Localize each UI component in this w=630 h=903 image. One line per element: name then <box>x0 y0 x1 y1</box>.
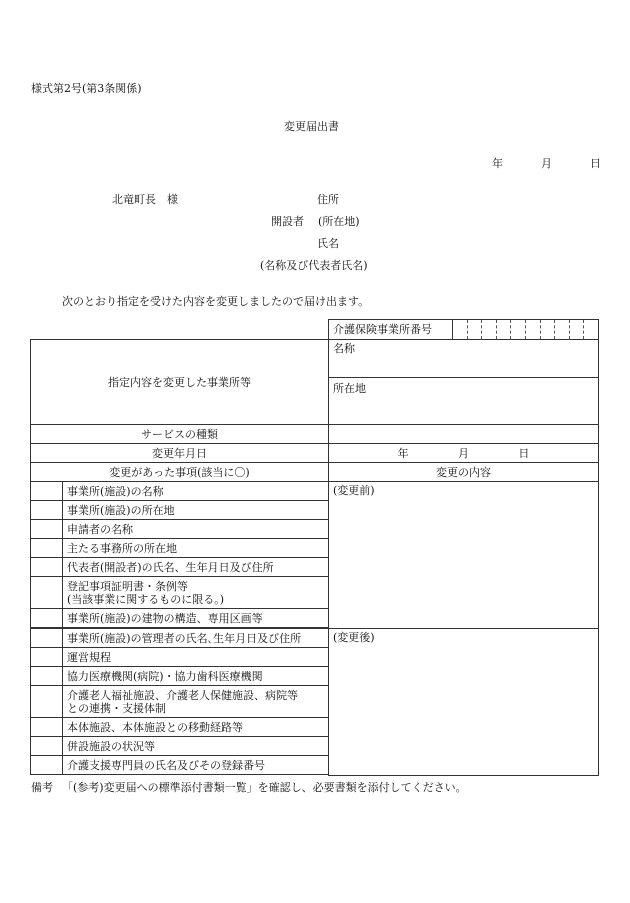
items-header: 変更があった事項(該当に〇) <box>109 465 250 479</box>
item-row <box>63 756 329 775</box>
item-label: 代表者(開設者)の氏名、生年月日及び住所 <box>67 560 274 574</box>
care-number-input[interactable] <box>453 320 598 339</box>
office-location-field[interactable] <box>329 378 599 425</box>
item-check-cell[interactable] <box>31 756 63 775</box>
service-type-label: サービスの種類 <box>141 427 218 441</box>
change-date-day: 日 <box>518 446 530 460</box>
change-date-year: 年 <box>397 446 409 460</box>
items-header-cell <box>31 463 329 482</box>
item-label: 登記事項証明書・条例等 <box>67 579 188 593</box>
item-row <box>63 520 329 539</box>
service-type-field[interactable] <box>329 425 599 444</box>
change-form-table <box>30 319 599 776</box>
date-month-label: 月 <box>541 157 552 170</box>
applicant-role-label: 開設者 <box>271 215 304 228</box>
applicant-address-label: 住所 <box>317 193 339 206</box>
item-row <box>63 737 329 756</box>
before-change-field[interactable] <box>329 482 599 629</box>
after-change-field[interactable] <box>329 629 599 776</box>
item-label: 介護支援専門員の氏名及びその登録番号 <box>67 758 265 772</box>
form-title: 変更届出書 <box>284 120 339 133</box>
before-change-label: (変更前) <box>333 484 375 497</box>
content-header-cell <box>329 463 599 482</box>
item-label: 主たる事務所の所在地 <box>67 541 177 555</box>
care-number-label: 介護保険事業所番号 <box>329 320 453 339</box>
item-row <box>63 686 329 718</box>
item-row <box>63 648 329 667</box>
item-label: 事業所(施設)の名称 <box>67 484 164 498</box>
item-check-cell[interactable] <box>31 686 63 718</box>
item-check-cell[interactable] <box>31 667 63 686</box>
item-row <box>63 667 329 686</box>
care-number-row <box>329 320 599 340</box>
item-label: 事業所(施設)の建物の構造、専用区画等 <box>67 611 263 625</box>
item-check-cell[interactable] <box>31 501 63 520</box>
item-row <box>63 718 329 737</box>
applicant-name-label: 氏名 <box>317 237 339 250</box>
item-check-cell[interactable] <box>31 482 63 501</box>
change-date-field[interactable] <box>329 444 599 463</box>
item-label-cont: との連携・支援体制 <box>67 701 166 715</box>
item-label: 併設施設の状況等 <box>67 739 155 753</box>
change-date-month: 月 <box>457 446 469 460</box>
applicant-name-note: (名称及び代表者氏名) <box>260 259 368 272</box>
item-row <box>63 539 329 558</box>
item-check-cell[interactable] <box>31 629 63 648</box>
intro-text: 次のとおり指定を受けた内容を変更しましたので届け出ます。 <box>62 295 370 308</box>
office-label: 指定内容を変更した事業所等 <box>108 375 251 389</box>
content-header: 変更の内容 <box>436 465 491 479</box>
item-label: 運営規程 <box>67 650 111 664</box>
office-label-cell <box>31 340 329 425</box>
item-check-cell[interactable] <box>31 718 63 737</box>
item-label-note: (当該事業に関するものに限る。) <box>67 592 225 606</box>
date-day-label: 日 <box>590 157 601 170</box>
item-label: 本体施設、本体施設との移動経路等 <box>67 720 243 734</box>
after-change-label: (変更後) <box>333 631 375 644</box>
item-row <box>63 558 329 577</box>
applicant-location-label: (所在地) <box>318 215 360 228</box>
date-year-label: 年 <box>492 157 503 170</box>
item-label: 事業所(施設)の管理者の氏名､生年月日及び住所 <box>67 631 302 645</box>
addressee: 北竜町長 様 <box>112 193 178 206</box>
change-date-label: 変更年月日 <box>152 446 207 460</box>
item-check-cell[interactable] <box>31 520 63 539</box>
note-label: 備考 <box>31 781 53 794</box>
change-date-label-cell <box>31 444 329 463</box>
item-row <box>63 609 329 628</box>
item-check-cell[interactable] <box>31 539 63 558</box>
item-row <box>63 482 329 501</box>
office-name-field[interactable] <box>329 340 599 378</box>
note-text: 「(参考)変更届への標準添付書類一覧」を確認し、必要書類を添付してください。 <box>62 781 467 794</box>
item-label: 申請者の名称 <box>67 522 133 536</box>
item-label: 事業所(施設)の所在地 <box>67 503 175 517</box>
office-location-label: 所在地 <box>333 382 366 395</box>
item-label: 介護老人福祉施設、介護老人保健施設、病院等 <box>67 688 298 702</box>
item-check-cell[interactable] <box>31 577 63 609</box>
item-label: 協力医療機関(病院)・協力歯科医療機関 <box>67 669 263 683</box>
service-type-label-cell <box>31 425 329 444</box>
office-name-label: 名称 <box>333 342 355 355</box>
item-check-cell[interactable] <box>31 648 63 667</box>
item-row <box>63 577 329 609</box>
item-check-cell[interactable] <box>31 558 63 577</box>
item-check-cell[interactable] <box>31 609 63 628</box>
item-row <box>63 629 329 648</box>
item-check-cell[interactable] <box>31 737 63 756</box>
form-number-label: 様式第2号(第3条関係) <box>31 82 142 95</box>
item-row <box>63 501 329 520</box>
